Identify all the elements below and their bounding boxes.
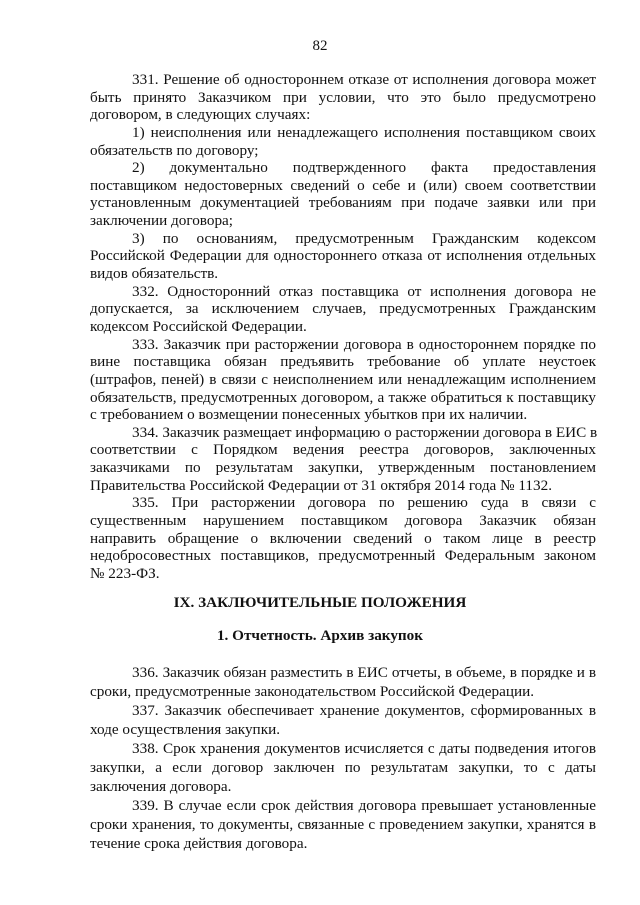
text-line: кодексом Российской Федерации. xyxy=(90,318,307,335)
text-line: сроки хранения, то документы, связанные с проведением закупки, хранятся в xyxy=(90,816,596,833)
text-line: 336. Заказчик обязан разместить в ЕИС отчеты, в объеме, в порядке и в xyxy=(132,664,596,681)
text-line: (штрафов, пеней) в связи с неисполнением или ненадлежащим исполнением xyxy=(90,371,596,388)
text-line: 338. Срок хранения документов исчисляется с даты подведения итогов xyxy=(132,740,596,757)
text-line: 1) неисполнения или ненадлежащего исполнения поставщиком своих xyxy=(132,124,596,141)
text-line: 332. Односторонний отказ поставщика от исполнения договора не xyxy=(132,283,596,300)
text-line: 337. Заказчик обеспечивает хранение документов, сформированных в xyxy=(132,702,596,719)
text-line: Российской Федерации для одностороннего отказа от исполнения отдельных xyxy=(90,247,596,264)
text-line: допускается, за исключением случаев, предусмотренных Гражданским xyxy=(90,300,596,317)
text-line: 334. Заказчик размещает информацию о расторжении договора в ЕИС в xyxy=(132,424,598,441)
text-line: заказчиками по результатам закупки, утвержденным постановлением xyxy=(90,459,596,476)
text-line: существенным нарушением поставщиком договора Заказчик обязан xyxy=(90,512,596,529)
page-number: 82 xyxy=(312,38,328,54)
text-line: с требованием о возмещении понесенных убытков при их наличии. xyxy=(90,406,528,423)
text-line: № 223-ФЗ. xyxy=(90,565,160,582)
text-line: 333. Заказчик при расторжении договора в одностороннем порядке по xyxy=(132,336,596,353)
text-line: сроки, предусмотренные законодательством Российской Федерации. xyxy=(90,683,535,700)
text-line: установленным документацией требованиям при подаче заявки или при xyxy=(90,194,596,211)
text-line: 339. В случае если срок действия договора превышает установленные xyxy=(132,797,596,814)
text-line: 335. При расторжении договора по решению суда в связи с xyxy=(132,494,596,511)
section-title: IX. ЗАКЛЮЧИТЕЛЬНЫЕ ПОЛОЖЕНИЯ xyxy=(173,594,467,611)
subsection-title: 1. Отчетность. Архив закупок xyxy=(216,627,424,644)
text-line: закупки, а если договор заключен по результатам закупки, то с даты xyxy=(90,759,596,776)
text-line: 2) документально подтвержденного факта предоставления xyxy=(132,159,596,176)
text-line: недобросовестных поставщиков, предусмотренный Федеральным законом xyxy=(90,547,596,564)
text-line: заключения договора. xyxy=(90,778,232,795)
text-line: договором, в следующих случаях: xyxy=(90,106,311,123)
text-line: 3) по основаниям, предусмотренным Гражданским кодексом xyxy=(132,230,596,247)
text-line: заключении договора; xyxy=(90,212,234,229)
text-line: видов обязательств. xyxy=(90,265,219,282)
text-line: ходе осуществления закупки. xyxy=(90,721,280,738)
text-line: 331. Решение об одностороннем отказе от исполнения договора может xyxy=(132,71,596,88)
text-line: быть принято Заказчиком при условии, что это было предусмотрено xyxy=(90,89,596,106)
text-line: вине поставщика обязан предъявить требование об уплате неустоек xyxy=(90,353,596,370)
text-line: соответствии с Порядком ведения реестра договоров, заключенных xyxy=(90,441,596,458)
text-line: Правительства Российской Федерации от 31 октября 2014 года № 1132. xyxy=(90,477,552,494)
text-line: поставщиком недостоверных сведений о себе и (или) своем соответствии xyxy=(90,177,596,194)
text-line: обязательств по договору; xyxy=(90,142,259,159)
text-line: обязательств, предусмотренных договором, а также обратиться к поставщику xyxy=(90,389,596,406)
text-line: течение срока действия договора. xyxy=(90,835,308,852)
text-line: направить обращение о включении сведений о таком лице в реестр xyxy=(90,530,596,547)
